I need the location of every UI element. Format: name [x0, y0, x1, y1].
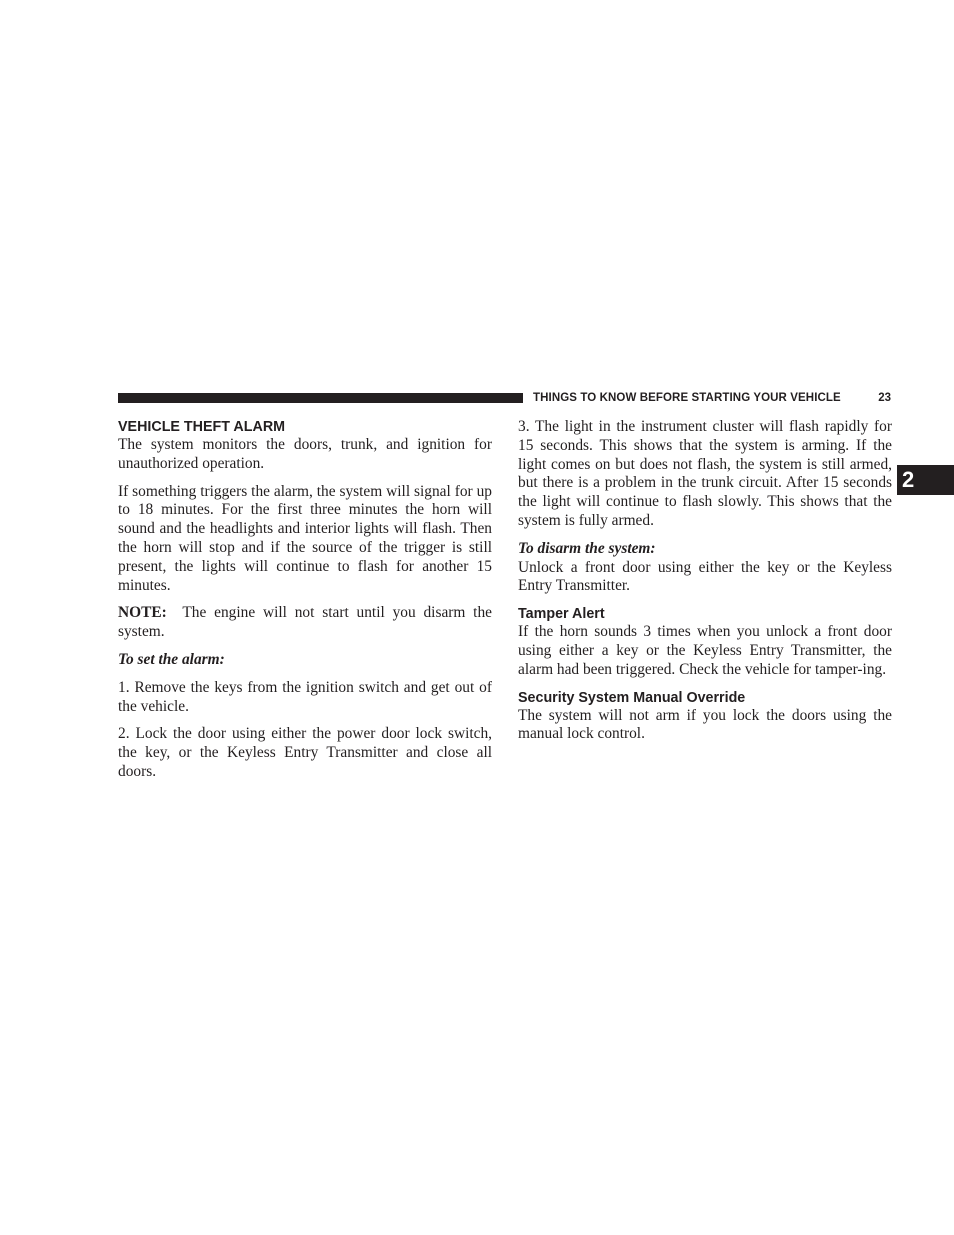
running-header-title: THINGS TO KNOW BEFORE STARTING YOUR VEHICLE — [533, 392, 841, 404]
header-rule — [118, 393, 523, 403]
section-heading-vehicle-theft-alarm: VEHICLE THEFT ALARM — [118, 419, 286, 435]
page-number: 23 — [878, 392, 891, 404]
intro-paragraph: The system monitors the doors, trunk, and ignition for unauthorized operation. — [118, 436, 492, 472]
step-1: 1. Remove the keys from the ignition switch and get out of the vehicle. — [118, 678, 492, 715]
disarm-paragraph: Unlock a front door using either the key or the Keyless Entry Transmitter. — [518, 558, 892, 595]
disarm-heading: To disarm the system: — [518, 539, 656, 557]
chapter-tab — [897, 465, 954, 495]
manual-override-heading: Security System Manual Override — [518, 689, 746, 706]
step-3: 3. The light in the instrument cluster will flash rapidly for 15 seconds. This shows that the system is arming. If the light comes on but does not flash, the system is still armed, but there is a problem in the trunk circuit. After 15 seconds the light will continue to flash slowly. This shows that the system is fully armed. — [518, 418, 892, 529]
step-2: 2. Lock the door using either the power door lock switch, the key, or the Keyless Entry Transmitter and close all doors. — [118, 725, 492, 780]
note-paragraph — [118, 604, 492, 642]
note-text: The engine will not start until you disarm the system. — [118, 604, 492, 641]
left-column — [118, 418, 492, 791]
tamper-alert-heading: Tamper Alert — [518, 606, 605, 623]
manual-override-paragraph: The system will not arm if you lock the doors using the manual lock control. — [518, 706, 892, 743]
right-column — [518, 418, 892, 753]
set-alarm-heading: To set the alarm: — [118, 650, 225, 668]
tamper-alert-paragraph: If the horn sounds 3 times when you unlock a front door using either a key or the Keyless Entry Transmitter, the alarm had been triggered. Check the vehicle for tamper-ing. — [518, 623, 892, 678]
chapter-number: 2 — [902, 467, 915, 492]
trigger-paragraph: If something triggers the alarm, the system will signal for up to 18 minutes. For the first three minutes the horn will sound and the headlights and interior lights will flash. Then the horn will stop and if the source of the trigger is still present, the lights will continue to flash for another 15 minutes. — [118, 482, 492, 594]
note-label: NOTE: — [118, 604, 167, 622]
